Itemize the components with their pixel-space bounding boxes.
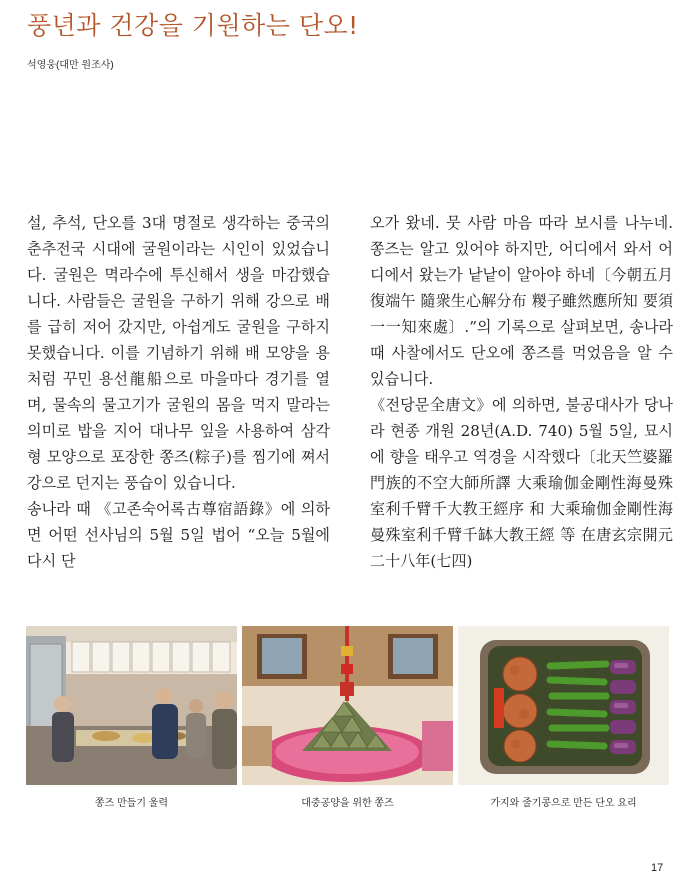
article-column-right [370, 210, 673, 574]
paragraph: 설, 추석, 단오를 3대 명절로 생각하는 중국의 춘추전국 시대에 굴원이라는 시인이 있었습니다. 굴원은 멱라수에 투신해서 생을 마감했습니다. 사람들은 굴원을 구하기 위해 강으로 배를 급히 저어 갔지만, 아쉽게도 굴원을 구하지 못했습니다. 이를 기념하기 위해 배 모양을 용처럼 꾸민 용선龍船으로 마을마다 경기를 열며, 물속의 물고기가 굴원의 몸을 먹지 말라는 의미로 밥을 지어 대나무 잎을 사용하여 삼각형 모양으로 포장한 쫑즈(粽子)를 찜기에 쪄서 강으로 던지는 풍습이 있습니다. [27, 214, 330, 492]
article-title: 풍년과 건강을 기원하는 단오! [27, 11, 359, 40]
paragraph: 송나라 때 《고존숙어록古尊宿語錄》에 의하면 어떤 선사님의 5월 5일 법어 “오늘 5월에 다시 단 [27, 500, 330, 570]
photo-zongzi-offering [242, 626, 453, 785]
page-number: 17 [651, 862, 664, 874]
photo-caption: 쫑즈 만들기 울력 [94, 798, 169, 809]
author-byline: 석영웅(대만 원조사) [27, 60, 114, 71]
photo-caption: 가지와 줄기콩으로 만든 단오 요리 [490, 798, 637, 809]
photo-caption: 대중공양을 위한 쫑즈 [301, 798, 394, 809]
photo-dano-dish [458, 626, 669, 785]
paragraph: 오가 왔네. 뭇 사람 마음 따라 보시를 나누네. 쫑즈는 알고 있어야 하지만, 어디에서 와서 어디에서 왔는가 낱낱이 알아야 하네〔今朝五月復端午 隨衆生心解分布 糉子雖然應所知 要須一一知來處〕.”의 기록으로 살펴보면, 송나라 때 사찰에서도 단오에 쫑즈를 먹었음을 알 수 있습니다. [370, 214, 673, 388]
paragraph: 《전당문全唐文》에 의하면, 불공대사가 당나라 현종 개원 28년(A.D. 740) 5월 5일, 묘시에 향을 태우고 역경을 시작했다〔北天竺婆羅門族的不空大師所譯 大乘瑜伽金剛性海曼殊室利千臂千大教王經序 和 大乘瑜伽金剛性海曼殊室利千臂千缽大教王經 等 在唐玄宗開元二十八年(七四) [370, 396, 673, 570]
photo-kitchen [26, 626, 237, 785]
article-column-left [27, 210, 330, 574]
